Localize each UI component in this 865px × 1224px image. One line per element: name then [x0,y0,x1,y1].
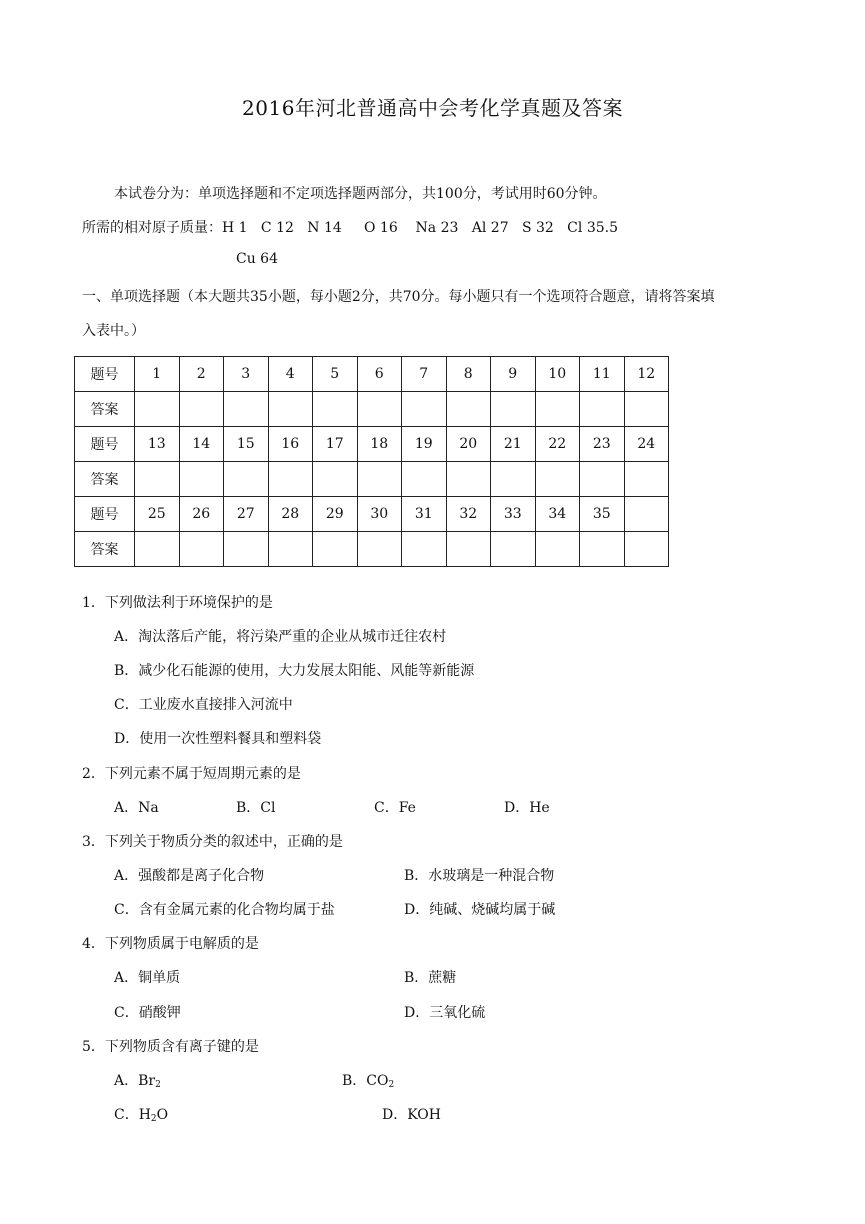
answer-cell[interactable] [179,392,224,427]
question-3-option-b: B．水玻璃是一种混合物 [404,868,555,884]
question-number-cell: 10 [535,357,580,392]
question-number-cell: 3 [224,357,269,392]
answer-cell[interactable] [224,462,269,497]
answer-cell[interactable] [624,462,669,497]
answer-cell[interactable] [224,392,269,427]
answer-cell[interactable] [179,532,224,567]
question-4-option-a: A．铜单质 [114,970,181,986]
question-number-cell: 29 [313,497,358,532]
question-number-cell: 2 [179,357,224,392]
question-number-cell: 17 [313,427,358,462]
answer-cell[interactable] [491,462,536,497]
question-5-stem: 5．下列物质含有离子键的是 [82,1039,259,1055]
question-1-option-a: A．淘汰落后产能，将污染严重的企业从城市迁往农村 [114,629,447,645]
question-4-stem: 4．下列物质属于电解质的是 [82,936,259,952]
page-title: 2016年河北普通高中会考化学真题及答案 [242,96,623,120]
atomic-mass-line-2: Cu 64 [236,251,278,267]
answer-cell[interactable] [357,532,402,567]
question-number-cell: 20 [446,427,491,462]
answer-cell[interactable] [224,532,269,567]
question-number-cell: 21 [491,427,536,462]
answer-cell[interactable] [402,532,447,567]
answer-cell[interactable] [313,392,358,427]
question-5-option-a: A．$Br_2$ [114,1073,161,1090]
question-2-option-b: B．Cl [236,800,276,816]
question-3-option-d: D．纯碱、烧碱均属于碱 [404,902,556,918]
atomic-mass-line-1: 所需的相对原子质量：H 1 C 12 N 14 O 16 Na 23 Al 27 S 32 Cl 35.5 [82,220,618,236]
answer-cell[interactable] [535,532,580,567]
question-number-cell: 13 [135,427,180,462]
answer-cell[interactable] [624,392,669,427]
answer-cell[interactable] [580,532,625,567]
answer-cell[interactable] [446,532,491,567]
question-1-option-b: B．减少化石能源的使用，大力发展太阳能、风能等新能源 [114,663,475,679]
question-3-stem: 3．下列关于物质分类的叙述中，正确的是 [82,834,343,850]
answer-cell[interactable] [491,532,536,567]
question-number-cell: 33 [491,497,536,532]
question-number-cell: 31 [402,497,447,532]
question-number-cell: 16 [268,427,313,462]
question-1-option-c: C．工业废水直接排入河流中 [114,697,293,713]
question-5-option-b: B．$CO_2$ [342,1073,395,1090]
table-row-numbers [75,497,669,532]
answer-cell[interactable] [535,462,580,497]
question-3-option-c: C．含有金属元素的化合物均属于盐 [114,902,335,918]
question-2-option-c: C．Fe [374,800,416,816]
row-label-answer: 答案 [75,462,135,497]
answer-cell[interactable] [446,392,491,427]
question-number-cell: 11 [580,357,625,392]
answer-cell[interactable] [357,392,402,427]
question-4-option-d: D．三氧化硫 [404,1005,486,1021]
section-1-heading-cont: 入表中。） [82,323,145,339]
question-number-cell: 23 [580,427,625,462]
answer-cell[interactable] [580,462,625,497]
table-row-numbers [75,357,669,392]
answer-cell[interactable] [268,392,313,427]
answer-cell[interactable] [535,392,580,427]
answer-cell[interactable] [313,532,358,567]
question-number-cell: 25 [135,497,180,532]
question-number-cell: 15 [224,427,269,462]
question-number-cell: 5 [313,357,358,392]
answer-cell[interactable] [491,392,536,427]
answer-cell[interactable] [268,532,313,567]
row-label-number: 题号 [75,497,135,532]
question-number-cell: 26 [179,497,224,532]
table-row-answers [75,392,669,427]
question-5-option-d: D．KOH [382,1107,441,1123]
answer-cell[interactable] [135,462,180,497]
answer-cell[interactable] [402,462,447,497]
row-label-number: 题号 [75,427,135,462]
question-2-option-a: A．Na [114,800,159,816]
question-number-cell: 34 [535,497,580,532]
table-row-numbers [75,427,669,462]
answer-cell[interactable] [268,462,313,497]
question-5-option-c: C．$H_2O$ [114,1107,169,1124]
question-1-stem: 1．下列做法利于环境保护的是 [82,595,273,611]
row-label-answer: 答案 [75,532,135,567]
answer-cell[interactable] [446,462,491,497]
answer-cell[interactable] [580,392,625,427]
question-number-cell: 32 [446,497,491,532]
question-4-option-b: B．蔗糖 [404,970,457,986]
answer-cell[interactable] [179,462,224,497]
table-row-answers [75,462,669,497]
answer-cell[interactable] [135,392,180,427]
answer-cell[interactable] [135,532,180,567]
table-row-answers [75,532,669,567]
section-1-heading: 一、单项选择题（本大题共35小题，每小题2分，共70分。每小题只有一个选项符合题意，请将答案填 [82,289,715,305]
question-number-cell: 1 [135,357,180,392]
question-number-cell [624,497,669,532]
question-number-cell: 18 [357,427,402,462]
question-number-cell: 7 [402,357,447,392]
question-2-stem: 2．下列元素不属于短周期元素的是 [82,766,301,782]
question-number-cell: 12 [624,357,669,392]
question-number-cell: 19 [402,427,447,462]
question-number-cell: 35 [580,497,625,532]
answer-table [74,356,669,567]
question-number-cell: 22 [535,427,580,462]
intro-text: 本试卷分为：单项选择题和不定项选择题两部分，共100分，考试用时60分钟。 [114,186,607,202]
question-number-cell: 14 [179,427,224,462]
question-number-cell: 24 [624,427,669,462]
question-number-cell: 28 [268,497,313,532]
answer-cell[interactable] [624,532,669,567]
question-3-option-a: A．强酸都是离子化合物 [114,868,265,884]
answer-cell[interactable] [402,392,447,427]
row-label-number: 题号 [75,357,135,392]
question-number-cell: 27 [224,497,269,532]
question-2-option-d: D．He [504,800,550,816]
question-number-cell: 8 [446,357,491,392]
question-number-cell: 30 [357,497,402,532]
answer-cell[interactable] [313,462,358,497]
question-number-cell: 4 [268,357,313,392]
answer-cell[interactable] [357,462,402,497]
question-1-option-d: D．使用一次性塑料餐具和塑料袋 [114,731,322,747]
question-number-cell: 9 [491,357,536,392]
question-4-option-c: C．硝酸钾 [114,1005,181,1021]
row-label-answer: 答案 [75,392,135,427]
question-number-cell: 6 [357,357,402,392]
